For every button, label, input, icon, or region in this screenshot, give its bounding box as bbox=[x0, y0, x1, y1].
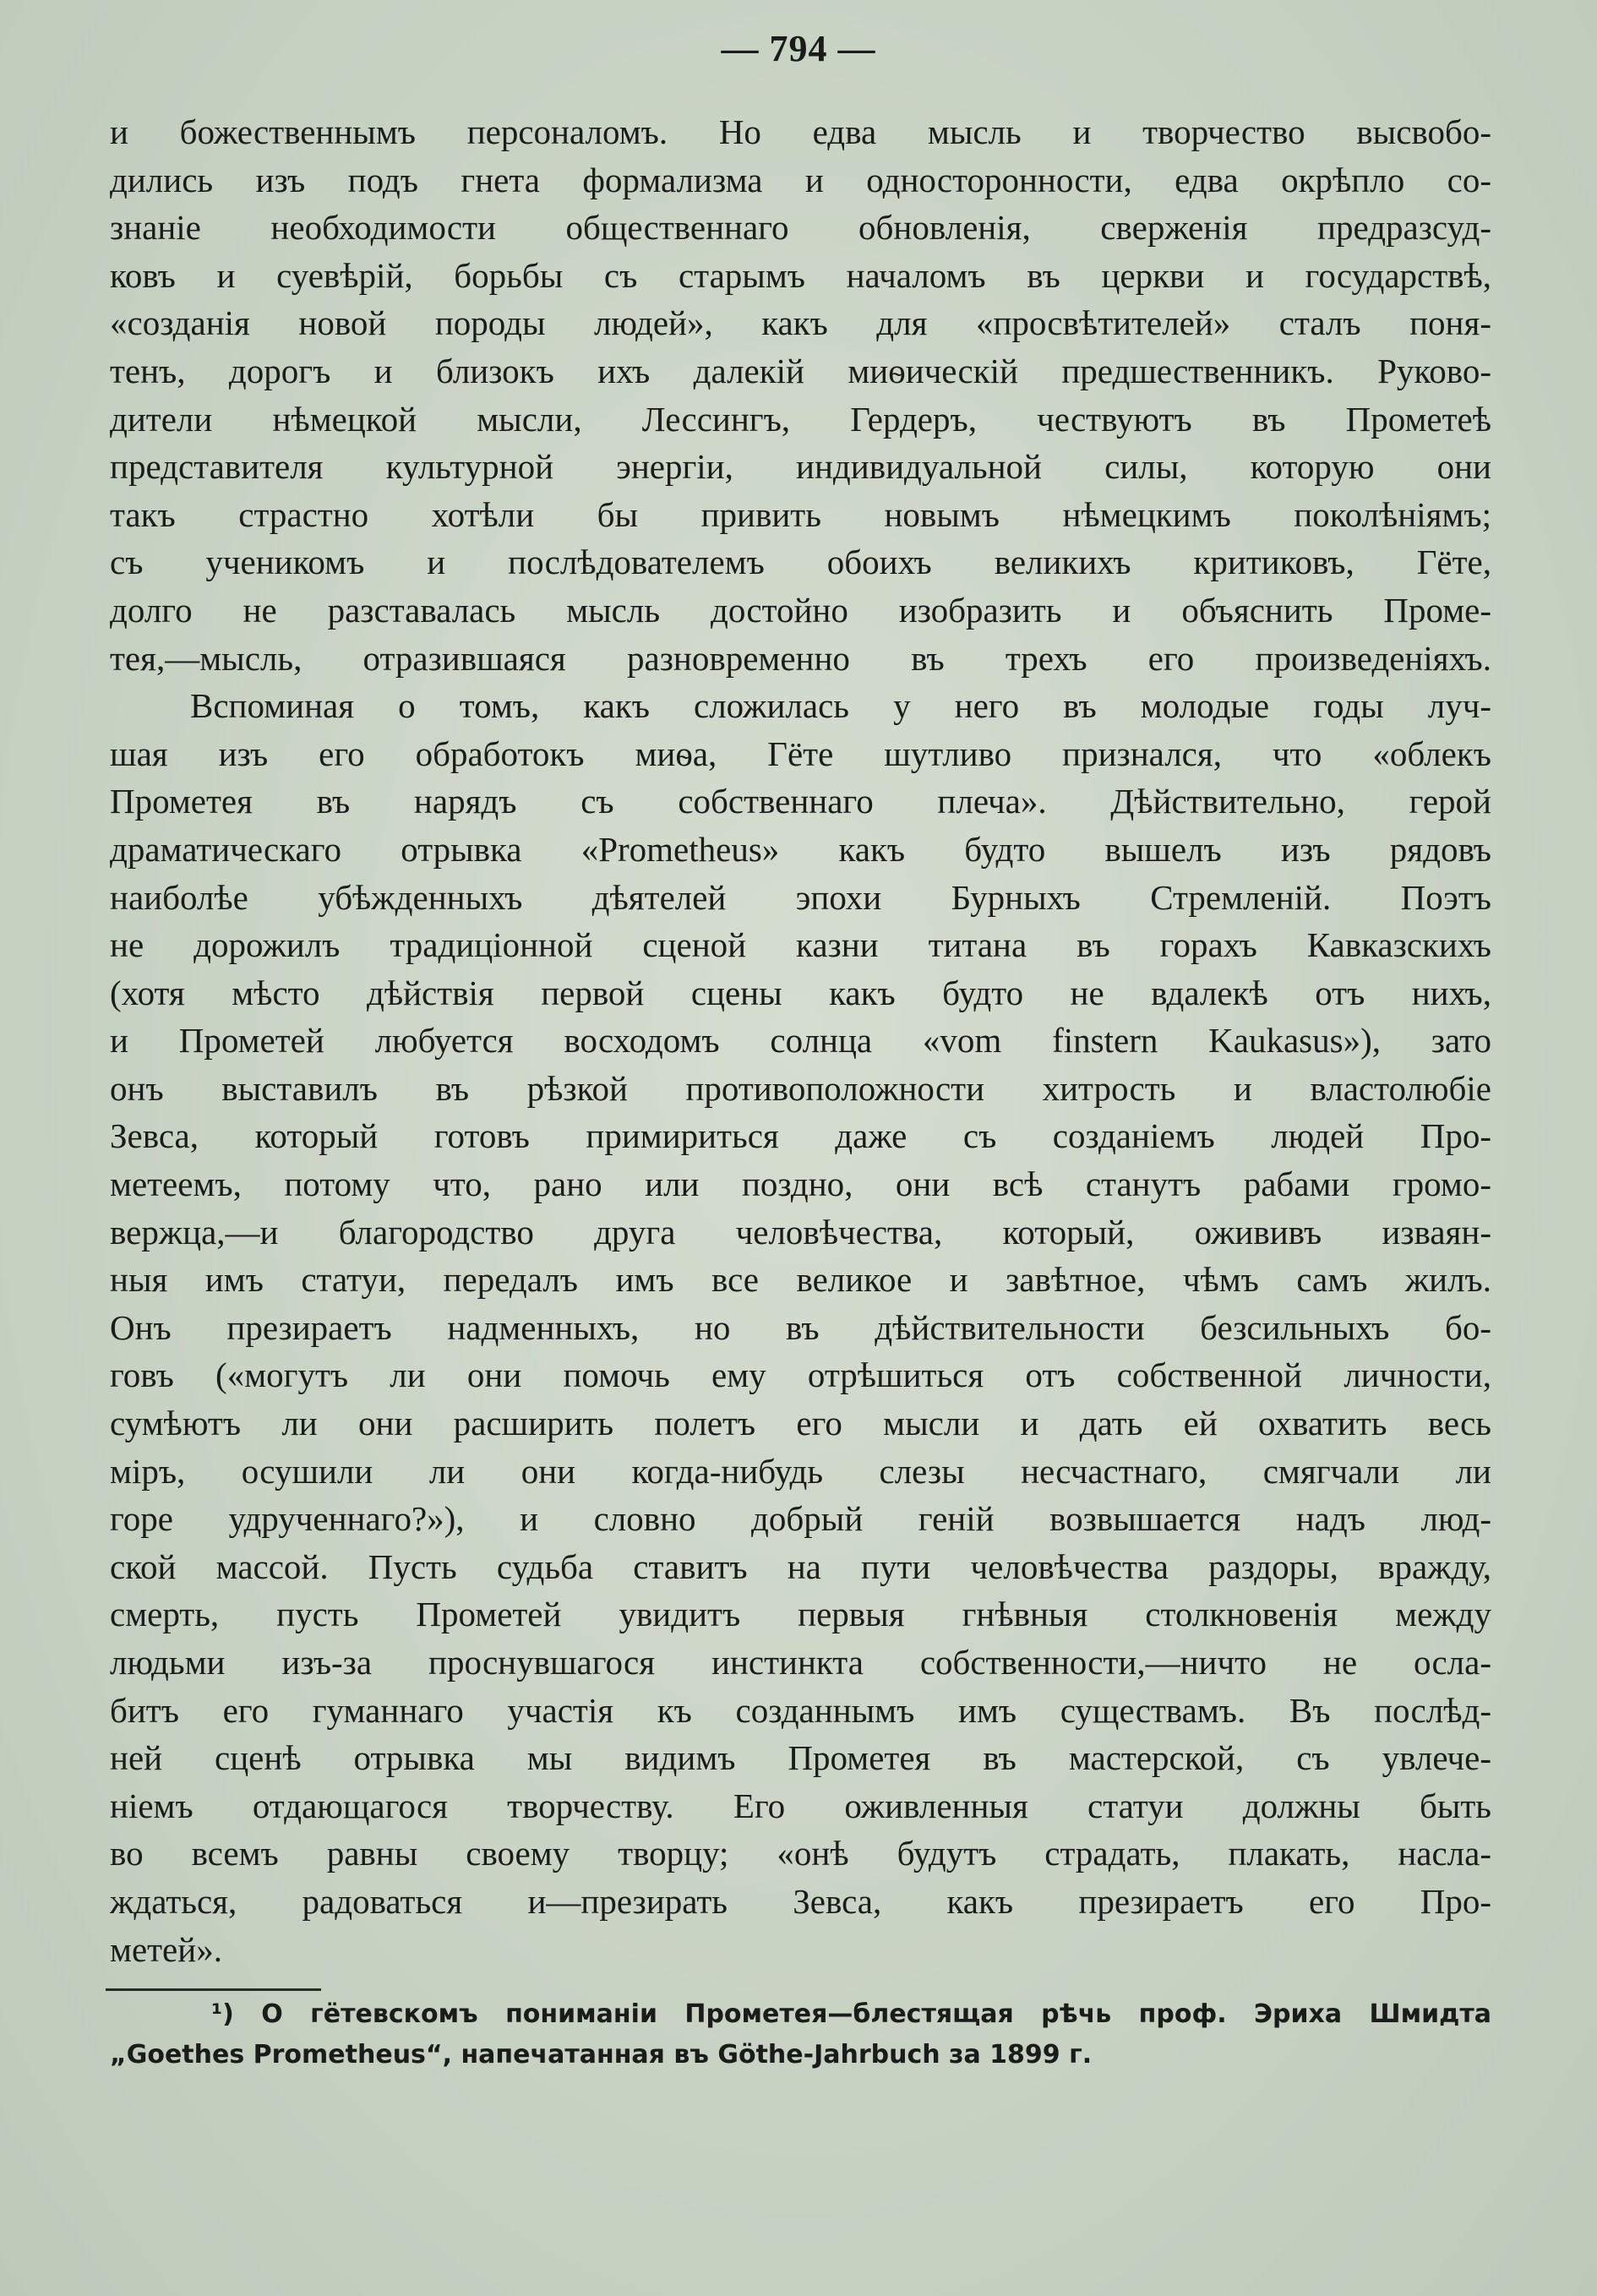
text-line: вержца,—и благородство друга человѣчества, который, ожививъ изваян- bbox=[110, 1212, 1491, 1252]
text-line: и Прометей любуется восходомъ солнца «vom finstern Kaukasus»), зато bbox=[110, 1021, 1491, 1061]
text-line: ждаться, радоваться и—презирать Зевса, какъ презираетъ его Про- bbox=[110, 1881, 1491, 1921]
text-line: «созданія новой породы людей», какъ для «просвѣтителей» сталъ поня- bbox=[110, 303, 1491, 343]
footnote-divider bbox=[106, 1988, 321, 1991]
text-line: онъ выставилъ въ рѣзкой противоположности хитрость и властолюбіе bbox=[110, 1068, 1491, 1108]
text-line: Вспоминая о томъ, какъ сложилась у него въ молодые годы луч- bbox=[190, 686, 1491, 726]
text-line: Онъ презираетъ надменныхъ, но въ дѣйствительности безсильныхъ бо- bbox=[110, 1307, 1491, 1347]
body-text bbox=[110, 108, 1491, 1973]
text-line: наиболѣе убѣжденныхъ дѣятелей эпохи Бурныхъ Стремленій. Поэтъ bbox=[110, 877, 1491, 917]
text-line: дители нѣмецкой мысли, Лессингъ, Гердеръ, чествуютъ въ Прометеѣ bbox=[110, 399, 1491, 439]
text-line: людьми изъ-за проснувшагося инстинкта собственности,—ничто не осла- bbox=[110, 1643, 1491, 1682]
text-line: смерть, пусть Прометей увидитъ первыя гнѣвныя столкновенія между bbox=[110, 1595, 1491, 1634]
text-line: не дорожилъ традиціонной сценой казни титана въ горахъ Кавказскихъ bbox=[110, 925, 1491, 965]
text-line: (хотя мѣсто дѣйствія первой сцены какъ будто не вдалекѣ отъ нихъ, bbox=[110, 973, 1491, 1012]
text-line: знаніе необходимости общественнаго обновленія, сверженія предразсуд- bbox=[110, 208, 1491, 248]
text-line: дились изъ подъ гнета формализма и односторонности, едва окрѣпло со- bbox=[110, 160, 1491, 199]
text-line: ныя имъ статуи, передалъ имъ все великое и завѣтное, чѣмъ самъ жилъ. bbox=[110, 1260, 1491, 1300]
text-line: ковъ и суевѣрій, борьбы съ старымъ началомъ въ церкви и государствѣ, bbox=[110, 255, 1491, 295]
footnote-line: ¹) О гётевскомъ пониманіи Прометея—блестящая рѣчь проф. Эриха Шмидта bbox=[211, 1999, 1491, 2029]
text-line: метей». bbox=[110, 1929, 222, 1969]
text-line: тенъ, дорогъ и близокъ ихъ далекій миѳическій предшественникъ. Руково- bbox=[110, 351, 1491, 390]
text-line: и божественнымъ персоналомъ. Но едва мысль и творчество высвобо- bbox=[110, 112, 1491, 151]
text-line: ніемъ отдающагося творчеству. Его оживленныя статуи должны быть bbox=[110, 1786, 1491, 1825]
text-line: ской массой. Пусть судьба ставитъ на пути человѣчества раздоры, вражду, bbox=[110, 1546, 1491, 1586]
text-line: міръ, осушили ли они когда-нибудь слезы несчастнаго, смягчали ли bbox=[110, 1451, 1491, 1491]
text-line: сумѣютъ ли они расширить полетъ его мысли и дать ей охватить весь bbox=[110, 1404, 1491, 1443]
text-line: драматическаго отрывка «Prometheus» какъ будто вышелъ изъ рядовъ bbox=[110, 829, 1491, 869]
text-line: горе удрученнаго?»), и словно добрый геній возвышается надъ люд- bbox=[110, 1499, 1491, 1539]
page-number: — 794 — bbox=[721, 28, 876, 69]
text-line: Прометея въ нарядъ съ собственнаго плеча». Дѣйствительно, герой bbox=[110, 782, 1491, 821]
footnote bbox=[110, 1994, 1491, 2075]
text-line: такъ страстно хотѣли бы привить новымъ нѣмецкимъ поколѣніямъ; bbox=[110, 494, 1491, 534]
text-line: представителя культурной энергіи, индивидуальной силы, которую они bbox=[110, 447, 1491, 487]
text-line: Зевса, который готовъ примириться даже съ созданіемъ людей Про- bbox=[110, 1116, 1491, 1156]
text-line: долго не разставалась мысль достойно изобразить и объяснить Проме- bbox=[110, 590, 1491, 630]
text-line: битъ его гуманнаго участія къ созданнымъ имъ существамъ. Въ послѣд- bbox=[110, 1690, 1491, 1730]
text-line: съ ученикомъ и послѣдователемъ обоихъ великихъ критиковъ, Гёте, bbox=[110, 543, 1491, 582]
text-line: говъ («могутъ ли они помочь ему отрѣшиться отъ собственной личности, bbox=[110, 1355, 1491, 1395]
text-line: во всемъ равны своему творцу; «онѣ будутъ страдать, плакать, насла- bbox=[110, 1834, 1491, 1873]
text-line: шая изъ его обработокъ миѳа, Гёте шутливо признался, что «облекъ bbox=[110, 734, 1491, 773]
footnote-line: „Goethes Prometheus“, напечатанная въ Göthe-Jahrbuch за 1899 г. bbox=[110, 2040, 1093, 2070]
text-line: тея,—мысль, отразившаяся разновременно въ трехъ его произведеніяхъ. bbox=[110, 638, 1491, 678]
text-line: ней сценѣ отрывка мы видимъ Прометея въ мастерской, съ увлече- bbox=[110, 1738, 1491, 1778]
text-line: метеемъ, потому что, рано или поздно, они всѣ станутъ рабами громо- bbox=[110, 1164, 1491, 1204]
